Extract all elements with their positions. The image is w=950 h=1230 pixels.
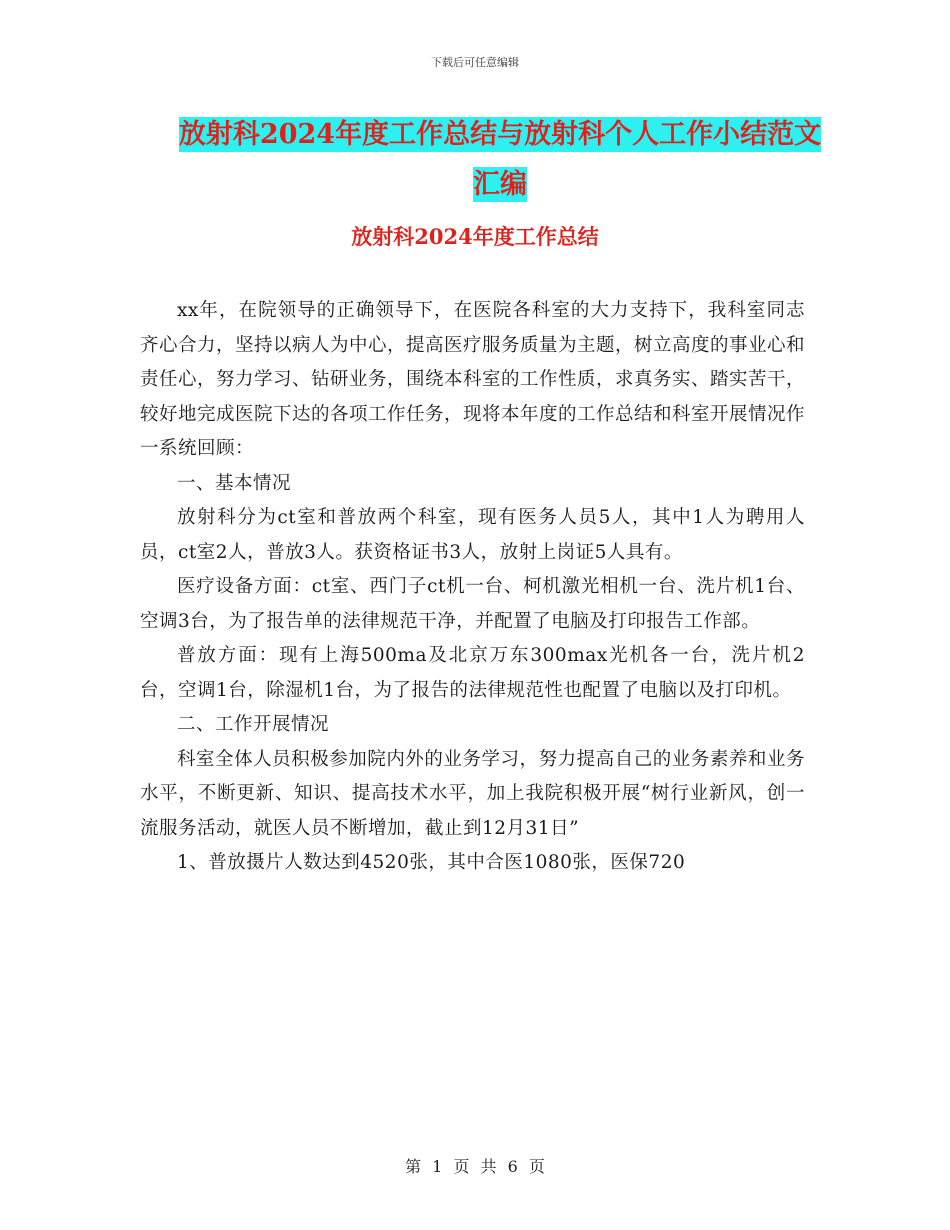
paragraph-work-progress: 科室全体人员积极参加院内外的业务学习，努力提高自己的业务素养和业务水平，不断更新、知识、提高技术水平，加上我院积极开展“树行业新风，创一流服务活动，就医人员不断增加，截止到12月31日” — [140, 748, 805, 839]
paragraph-ct-equipment: 医疗设备方面：ct室、西门子ct机一台、柯机激光相机一台、洗片机1台、空调3台，为了报告单的法律规范干净，并配置了电脑及打印报告工作部。 — [140, 576, 805, 632]
document-title-line-1: 放射科2024年度工作总结与放射科个人工作小结范文 — [178, 119, 822, 150]
document-title-line-2: 汇编 — [473, 169, 527, 200]
paragraph-xray-count: 1、普放摄片人数达到4520张，其中合医1080张，医保720 — [177, 852, 686, 873]
page-header-note: 下载后可任意编辑 — [431, 56, 519, 69]
document-body — [140, 294, 805, 881]
section-title: 放射科2024年度工作总结 — [351, 224, 599, 249]
paragraph-intro: xx年，在院领导的正确领导下，在医院各科室的大力支持下，我科室同志齐心合力，坚持以病人为中心，提高医疗服务质量为主题，树立高度的事业心和责任心，努力学习、钻研业务，围绕本科室的工作性质，求真务实、踏实苦干，较好地完成医院下达的各项工作任务，现将本年度的工作总结和科室开展情况作一系统回顾： — [140, 300, 806, 459]
paragraph-xray-equipment: 普放方面：现有上海500ma及北京万东300max光机各一台，洗片机2台，空调1台，除湿机1台，为了报告的法律规范性也配置了电脑以及打印机。 — [140, 645, 805, 701]
heading-work-progress: 二、工作开展情况 — [177, 714, 330, 735]
document-title — [140, 110, 860, 210]
heading-basic-situation: 一、基本情况 — [177, 472, 292, 494]
paragraph-staff: 放射科分为ct室和普放两个科室，现有医务人员5人，其中1人为聘用人员，ct室2人，普放3人。获资格证书3人，放射上岗证5人具有。 — [140, 507, 805, 563]
page-number-footer: 第 1 页 共 6 页 — [405, 1157, 545, 1176]
